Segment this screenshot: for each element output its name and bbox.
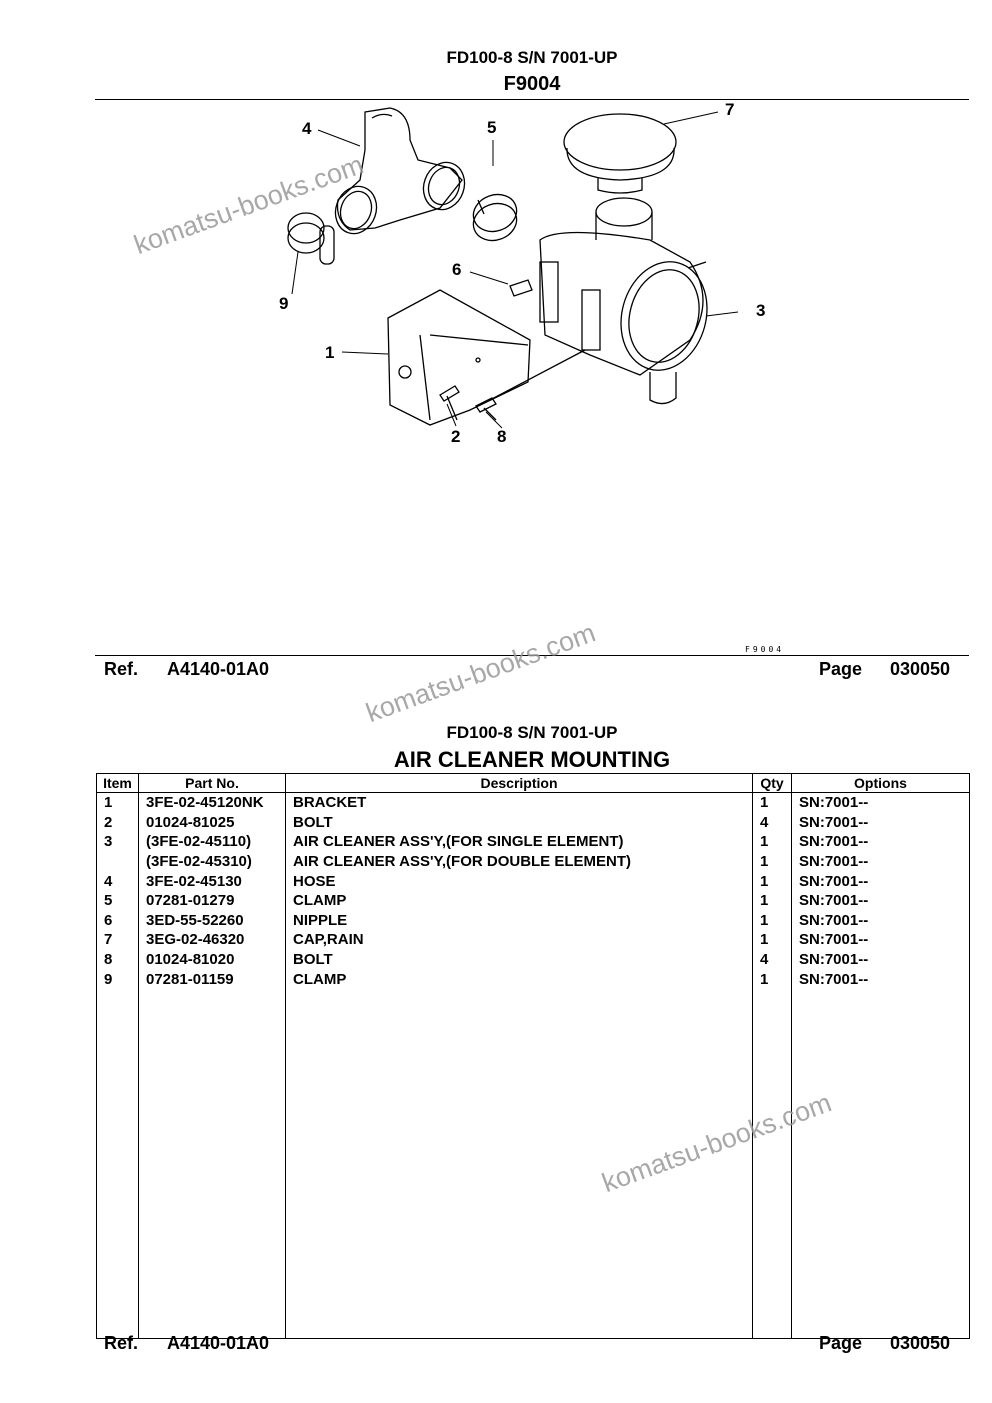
cell-qty: 1 bbox=[753, 871, 792, 891]
cell-part-no: 3EG-02-46320 bbox=[139, 930, 286, 950]
header-description: Description bbox=[286, 774, 753, 793]
figure-number: F9004 bbox=[503, 73, 561, 95]
cell-qty: 1 bbox=[753, 852, 792, 872]
bolt-8-drawing bbox=[476, 398, 496, 420]
ref-value-bottom: A4140-01A0 bbox=[167, 1333, 270, 1353]
cell-part-no: 01024-81025 bbox=[139, 813, 286, 833]
parts-page-model: FD100-8 S/N 7001-UP bbox=[446, 723, 618, 742]
cell-part-no: (3FE-02-45310) bbox=[139, 852, 286, 872]
watermark-2: komatsu-books.com bbox=[362, 617, 600, 729]
parts-table-header bbox=[97, 774, 970, 793]
cell-description: CLAMP bbox=[286, 891, 753, 911]
cell-item: 1 bbox=[97, 793, 139, 813]
header-part-no: Part No. bbox=[139, 774, 286, 793]
figure-page-model: FD100-8 S/N 7001-UP bbox=[446, 48, 618, 67]
cell-part-no: 3ED-55-52260 bbox=[139, 911, 286, 931]
ref-label-top: Ref. bbox=[104, 659, 139, 679]
callout-5: 5 bbox=[487, 118, 497, 137]
ref-value-top: A4140-01A0 bbox=[167, 659, 270, 679]
page-label-top: Page bbox=[819, 659, 863, 679]
cell-qty: 4 bbox=[753, 813, 792, 833]
cell-part-no: 3FE-02-45130 bbox=[139, 871, 286, 891]
cell-item: 4 bbox=[97, 871, 139, 891]
cell-options: SN:7001-- bbox=[792, 871, 970, 891]
callout-3: 3 bbox=[756, 301, 766, 320]
exploded-parts-diagram bbox=[0, 0, 992, 660]
rain-cap-drawing bbox=[564, 114, 676, 193]
table-row bbox=[97, 852, 970, 872]
cell-qty: 4 bbox=[753, 950, 792, 970]
table-row bbox=[97, 813, 970, 833]
table-row bbox=[97, 793, 970, 813]
cell-part-no: 01024-81020 bbox=[139, 950, 286, 970]
bracket-drawing bbox=[388, 290, 530, 425]
header-options: Options bbox=[792, 774, 970, 793]
cell-description: BOLT bbox=[286, 950, 753, 970]
callout-6: 6 bbox=[452, 260, 462, 279]
cell-qty: 1 bbox=[753, 793, 792, 813]
cell-qty: 1 bbox=[753, 930, 792, 950]
header-qty: Qty bbox=[753, 774, 792, 793]
clamp-5-drawing bbox=[468, 189, 522, 247]
cell-description: BOLT bbox=[286, 813, 753, 833]
callout-9: 9 bbox=[279, 294, 289, 313]
table-row bbox=[97, 950, 970, 970]
table-row bbox=[97, 911, 970, 931]
watermark-1: komatsu-books.com bbox=[130, 149, 368, 261]
header-item: Item bbox=[97, 774, 139, 793]
ref-label-bottom: Ref. bbox=[104, 1333, 139, 1353]
callout-8: 8 bbox=[497, 427, 507, 446]
cell-item: 2 bbox=[97, 813, 139, 833]
table-row bbox=[97, 832, 970, 852]
cell-item: 5 bbox=[97, 891, 139, 911]
callout-1: 1 bbox=[325, 343, 335, 362]
cell-options: SN:7001-- bbox=[792, 852, 970, 872]
cell-options: SN:7001-- bbox=[792, 911, 970, 931]
cell-part-no: 3FE-02-45120NK bbox=[139, 793, 286, 813]
cell-options: SN:7001-- bbox=[792, 950, 970, 970]
table-row bbox=[97, 871, 970, 891]
cell-description: CAP,RAIN bbox=[286, 930, 753, 950]
cell-qty: 1 bbox=[753, 911, 792, 931]
cell-item: 9 bbox=[97, 969, 139, 989]
page-value-top: 030050 bbox=[890, 659, 951, 679]
cell-qty: 1 bbox=[753, 969, 792, 989]
cell-item: 8 bbox=[97, 950, 139, 970]
table-row bbox=[97, 930, 970, 950]
cell-description: AIR CLEANER ASS'Y,(FOR DOUBLE ELEMENT) bbox=[286, 852, 753, 872]
callout-2: 2 bbox=[451, 427, 461, 446]
watermark-3: komatsu-books.com bbox=[598, 1087, 836, 1199]
table-row bbox=[97, 891, 970, 911]
clamp-9-drawing bbox=[288, 213, 334, 264]
page-value-bottom: 030050 bbox=[890, 1333, 951, 1353]
cell-qty: 1 bbox=[753, 832, 792, 852]
cell-part-no: 07281-01279 bbox=[139, 891, 286, 911]
table-empty-space bbox=[97, 989, 970, 1339]
callout-7: 7 bbox=[725, 100, 735, 119]
cell-qty: 1 bbox=[753, 891, 792, 911]
cell-options: SN:7001-- bbox=[792, 891, 970, 911]
parts-page-title: AIR CLEANER MOUNTING bbox=[393, 747, 671, 772]
cell-options: SN:7001-- bbox=[792, 813, 970, 833]
parts-table bbox=[96, 773, 970, 1339]
cell-options: SN:7001-- bbox=[792, 969, 970, 989]
cell-item: 6 bbox=[97, 911, 139, 931]
figure-code-small: F9004 bbox=[745, 645, 785, 654]
nipple-drawing bbox=[510, 280, 532, 296]
cell-item: 7 bbox=[97, 930, 139, 950]
table-row bbox=[97, 969, 970, 989]
cell-item: 3 bbox=[97, 832, 139, 852]
air-cleaner-body-drawing bbox=[540, 198, 719, 404]
cell-description: AIR CLEANER ASS'Y,(FOR SINGLE ELEMENT) bbox=[286, 832, 753, 852]
cell-part-no: (3FE-02-45110) bbox=[139, 832, 286, 852]
cell-item bbox=[97, 852, 139, 872]
cell-description: CLAMP bbox=[286, 969, 753, 989]
page-label-bottom: Page bbox=[819, 1333, 863, 1353]
cell-description: BRACKET bbox=[286, 793, 753, 813]
cell-options: SN:7001-- bbox=[792, 793, 970, 813]
cell-options: SN:7001-- bbox=[792, 832, 970, 852]
cell-part-no: 07281-01159 bbox=[139, 969, 286, 989]
cell-options: SN:7001-- bbox=[792, 930, 970, 950]
cell-description: NIPPLE bbox=[286, 911, 753, 931]
cell-description: HOSE bbox=[286, 871, 753, 891]
callout-4: 4 bbox=[302, 119, 312, 138]
